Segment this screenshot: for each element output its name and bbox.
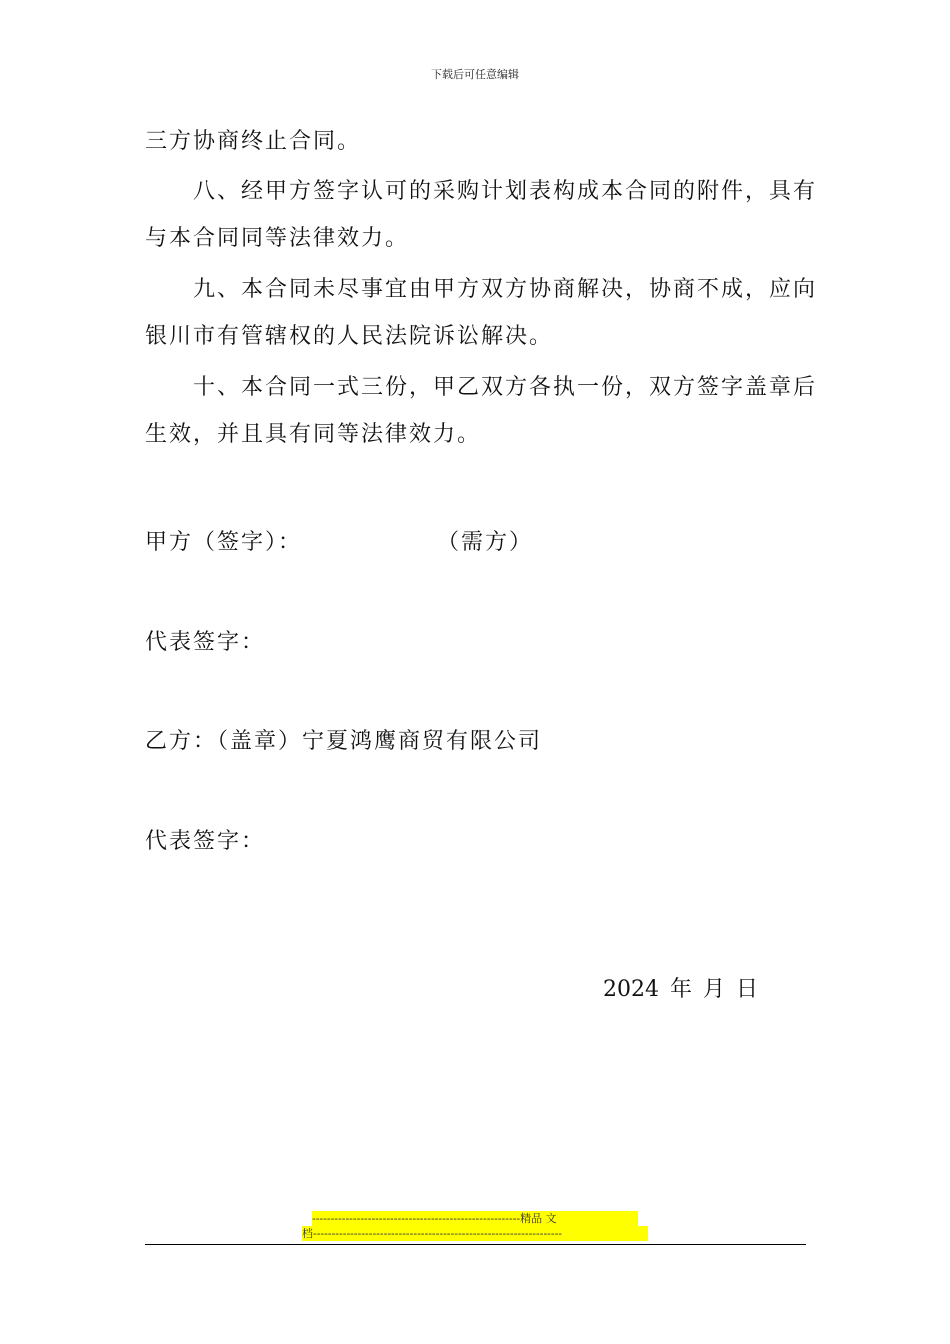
footer-divider (145, 1244, 806, 1245)
footer-banner-line-1: --------------------------------------------------------精品 文 (312, 1211, 638, 1226)
paragraph-clause-ten: 十、本合同一式三份，甲乙双方各执一份，双方签字盖章后生效，并且具有同等法律效力。 (145, 375, 818, 447)
footer-banner-line-2: 档------------------------------------------------------------------- (302, 1226, 648, 1241)
page-header-note: 下载后可任意编辑 (431, 68, 519, 81)
paragraph-termination-clause: 三方协商终止合同。 (145, 129, 362, 154)
paragraph-clause-nine: 九、本合同未尽事宜由甲方双方协商解决，协商不成，应向银川市有管辖权的人民法院诉讼解决。 (145, 277, 818, 349)
party-a-representative-label: 代表签字： (145, 630, 266, 655)
paragraph-clause-eight: 八、经甲方签字认可的采购计划表构成本合同的附件，具有与本合同同等法律效力。 (145, 179, 818, 251)
party-b-seal-label: 乙方：（盖章）宁夏鸿鹰商贸有限公司 (145, 729, 543, 754)
party-b-representative-label: 代表签字： (145, 829, 266, 854)
footer-banner (302, 1211, 648, 1241)
signing-date: 2024 年 月 日 (603, 977, 758, 1002)
party-a-signature-label: 甲方（签字）： (145, 530, 303, 555)
party-a-role-label: （需方） (437, 530, 534, 555)
